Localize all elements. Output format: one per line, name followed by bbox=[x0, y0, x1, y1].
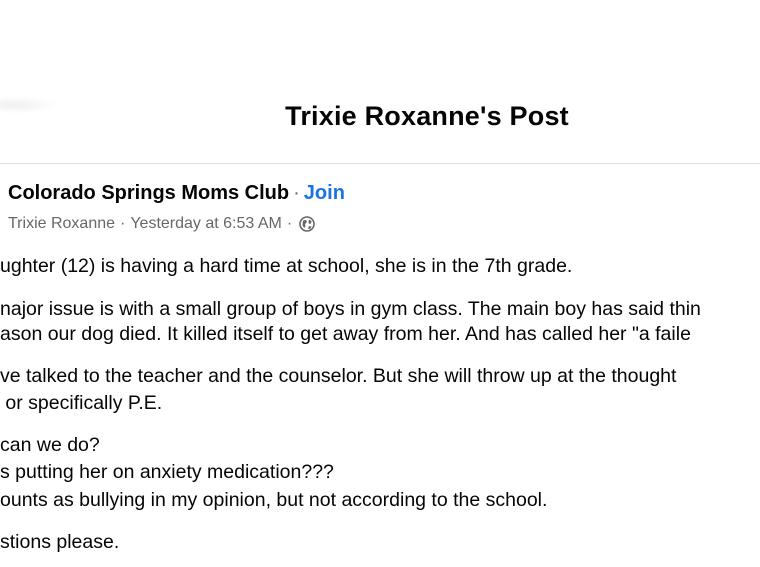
meta-separator: · bbox=[120, 215, 126, 232]
post-text-line: can we do? bbox=[0, 434, 100, 456]
globe-icon bbox=[299, 216, 315, 232]
post-text-line: ounts as bullying in my opinion, but not according to the school. bbox=[0, 489, 548, 511]
group-separator: · bbox=[293, 182, 300, 204]
author-link[interactable]: Trixie Roxanne bbox=[8, 215, 116, 232]
post-group-line bbox=[8, 182, 345, 205]
post-meta bbox=[8, 215, 315, 233]
meta-separator-2: · bbox=[286, 215, 293, 232]
join-button[interactable]: Join bbox=[303, 182, 345, 204]
group-name-link[interactable]: Colorado Springs Moms Club bbox=[8, 182, 290, 204]
post-text-line: or specifically P.E. bbox=[0, 392, 163, 414]
post-timestamp-link[interactable]: Yesterday at 6:53 AM bbox=[130, 215, 282, 232]
header-divider bbox=[0, 163, 760, 164]
post-text-line: ason our dog died. It killed itself to get away from her. And has called her "a faile bbox=[0, 323, 691, 345]
post-text-line: ve talked to the teacher and the counselor. But she will throw up at the thought bbox=[0, 365, 677, 387]
post-text-line: ughter (12) is having a hard time at school, she is in the 7th grade. bbox=[0, 255, 573, 277]
post-text-line: najor issue is with a small group of boys in gym class. The main boy has said thin bbox=[0, 298, 701, 320]
post-text-line: stions please. bbox=[0, 531, 120, 553]
page-title: Trixie Roxanne's Post bbox=[285, 101, 569, 131]
post-text-line: s putting her on anxiety medication??? bbox=[0, 461, 334, 483]
